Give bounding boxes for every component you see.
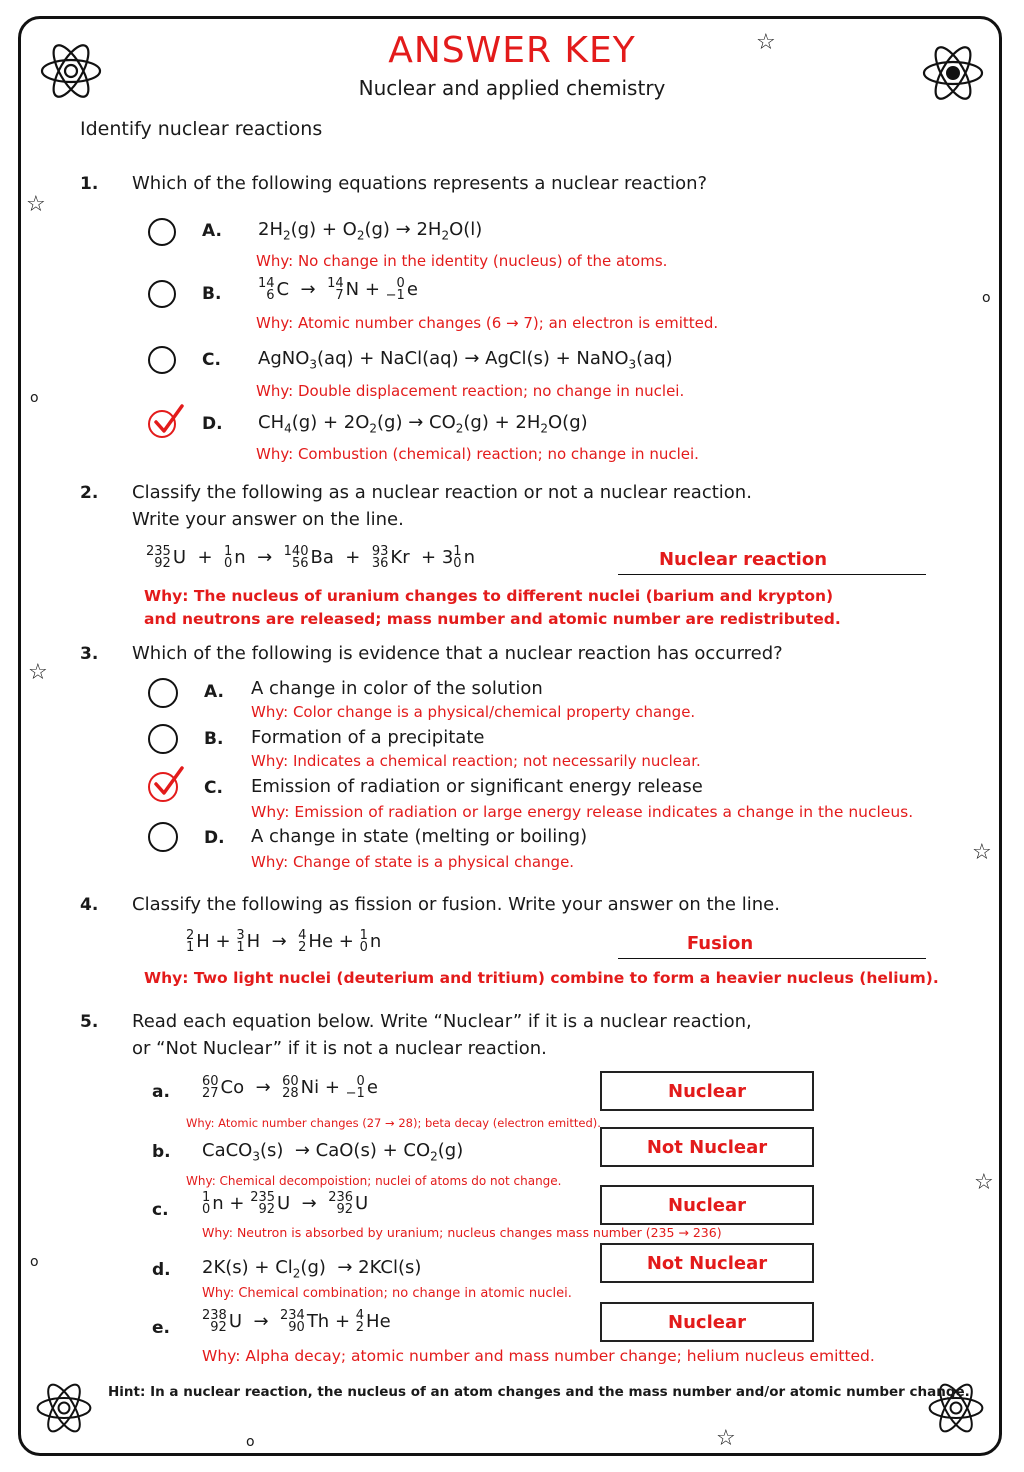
explanation: Why: Combustion (chemical) reaction; no change in nuclei.	[256, 445, 699, 463]
item-letter: b.	[152, 1142, 171, 1162]
explanation: and neutrons are released; mass number and atomic number are redistributed.	[144, 610, 841, 628]
answer-text: Nuclear	[668, 1194, 746, 1216]
answer-box	[600, 1127, 814, 1167]
answer-box	[600, 1302, 814, 1342]
star-icon: ☆	[974, 1170, 994, 1195]
star-icon: ☆	[972, 840, 992, 865]
question-text: Classify the following as a nuclear reaction or not a nuclear reaction.	[132, 482, 752, 503]
question-text: Which of the following equations represents a nuclear reaction?	[132, 173, 708, 194]
option-letter: D.	[202, 414, 223, 434]
option-letter: C.	[202, 350, 221, 370]
explanation: Why: Double displacement reaction; no change in nuclei.	[256, 382, 685, 400]
explanation: Why: Neutron is absorbed by uranium; nucleus changes mass number (235 → 236)	[202, 1225, 722, 1240]
answer-bubble[interactable]	[148, 218, 176, 246]
section-heading: Identify nuclear reactions	[80, 118, 323, 140]
answer-text: Not Nuclear	[646, 1252, 768, 1274]
answer-text: Nuclear	[668, 1080, 746, 1102]
atom-icon-bottom-left	[34, 1378, 94, 1438]
question-number: 4.	[80, 895, 99, 915]
circle-doodle: o	[30, 1254, 39, 1270]
explanation: Why: Atomic number changes (6 → 7); an electron is emitted.	[256, 314, 719, 332]
item-letter: d.	[152, 1260, 171, 1280]
answer-bubble[interactable]	[148, 346, 176, 374]
equation: 1 0 n + 235 92 U → 236 92 U	[202, 1190, 369, 1217]
item-letter: a.	[152, 1082, 170, 1102]
checkmark-icon	[150, 764, 186, 800]
question-text: Which of the following is evidence that a nuclear reaction has occurred?	[132, 643, 783, 664]
explanation: Why: Color change is a physical/chemical property change.	[251, 703, 696, 721]
page-title: ANSWER KEY	[388, 30, 636, 71]
circle-doodle: o	[982, 290, 991, 306]
question-text: or “Not Nuclear” if it is not a nuclear reaction.	[132, 1038, 547, 1059]
question-number: 3.	[80, 644, 99, 664]
option-letter: D.	[204, 828, 225, 848]
explanation: Why: Emission of radiation or large energy release indicates a change in the nucleus.	[251, 803, 914, 821]
explanation: Why: Chemical decompoistion; nuclei of atoms do not change.	[186, 1174, 562, 1188]
explanation: Why: Atomic number changes (27 → 28); beta decay (electron emitted).	[186, 1116, 601, 1130]
option-text: Formation of a precipitate	[251, 727, 485, 748]
answer-line	[618, 958, 926, 959]
question-text: Read each equation below. Write “Nuclear” if it is a nuclear reaction,	[132, 1011, 752, 1032]
question-number: 5.	[80, 1012, 99, 1032]
star-icon: ☆	[26, 192, 46, 217]
answer-bubble[interactable]	[148, 724, 178, 754]
question-number: 1.	[80, 174, 99, 194]
equation: $2H_2(g) + O_2(g) \to 2H_2O(l)$	[258, 219, 483, 243]
question-text: Write your answer on the line.	[132, 509, 404, 530]
star-icon: ☆	[28, 660, 48, 685]
circle-doodle: o	[30, 390, 39, 406]
page-subtitle: Nuclear and applied chemistry	[358, 76, 666, 100]
item-letter: e.	[152, 1318, 170, 1338]
answer-text: Nuclear reaction	[658, 549, 828, 570]
star-icon: ☆	[716, 1426, 736, 1451]
hint-text: Hint: In a nuclear reaction, the nucleus of an atom changes and the mass number and/or atomic number change.	[108, 1384, 970, 1400]
explanation: Why: Change of state is a physical change.	[251, 853, 575, 871]
answer-line	[618, 574, 926, 575]
explanation: Why: No change in the identity (nucleus) of the atoms.	[256, 252, 668, 270]
equation: 60 27 Co → 60 28 Ni + 0 −1 e	[202, 1074, 378, 1101]
equation: 2 1 H + 3 1 H → 4 2 He + 1 0 n	[186, 928, 382, 955]
explanation: Why: Two light nuclei (deuterium and tritium) combine to form a heavier nucleus (helium).	[144, 969, 939, 987]
answer-bubble[interactable]	[148, 280, 176, 308]
option-letter: B.	[204, 729, 224, 749]
option-letter: A.	[204, 682, 224, 702]
answer-box	[600, 1071, 814, 1111]
equation: 238 92 U → 234 90 Th + 4 2 He	[202, 1308, 391, 1335]
explanation: Why: Chemical combination; no change in atomic nuclei.	[202, 1286, 572, 1301]
answer-text: Fusion	[686, 933, 754, 954]
equation: 235 92 U + 1 0 n → 140 56 Ba + 93 36 Kr + 3 1 0 n	[146, 544, 475, 571]
answer-bubble[interactable]	[148, 678, 178, 708]
equation: 14 6 C → 14 7 N + 0 −1 e	[258, 276, 418, 303]
explanation: Why: Indicates a chemical reaction; not necessarily nuclear.	[251, 752, 701, 770]
item-letter: c.	[152, 1200, 169, 1220]
star-icon: ☆	[756, 30, 776, 55]
checkmark-icon	[150, 402, 186, 438]
answer-text: Nuclear	[668, 1311, 746, 1333]
option-text: A change in color of the solution	[251, 678, 543, 699]
explanation: Why: Alpha decay; atomic number and mass number change; helium nucleus emitted.	[202, 1347, 875, 1365]
option-letter: B.	[202, 284, 222, 304]
equation: AgNO$_3$(aq) + NaCl(aq) → AgCl(s) + NaNO$_3$(aq)	[258, 348, 673, 372]
answer-bubble[interactable]	[148, 822, 178, 852]
question-number: 2.	[80, 483, 99, 503]
answer-text: Not Nuclear	[646, 1136, 768, 1158]
option-text: A change in state (melting or boiling)	[251, 826, 588, 847]
option-text: Emission of radiation or significant energy release	[251, 776, 703, 797]
equation: $2K(s) + Cl_2(g) \to 2KCl(s)$	[202, 1257, 422, 1281]
equation: CaCO$_3$(s) → $CaO(s) + CO_2(g)$	[202, 1140, 464, 1164]
answer-box	[600, 1243, 814, 1283]
equation: $CH_4(g) + 2O_2(g) \to CO_2(g) + 2H_2O(g)$	[258, 412, 588, 436]
circle-doodle: o	[246, 1434, 255, 1450]
option-letter: A.	[202, 221, 222, 241]
answer-box	[600, 1185, 814, 1225]
question-text: Classify the following as fission or fusion. Write your answer on the line.	[132, 894, 780, 915]
option-letter: C.	[204, 778, 223, 798]
explanation: Why: The nucleus of uranium changes to different nuclei (barium and krypton)	[144, 587, 834, 605]
